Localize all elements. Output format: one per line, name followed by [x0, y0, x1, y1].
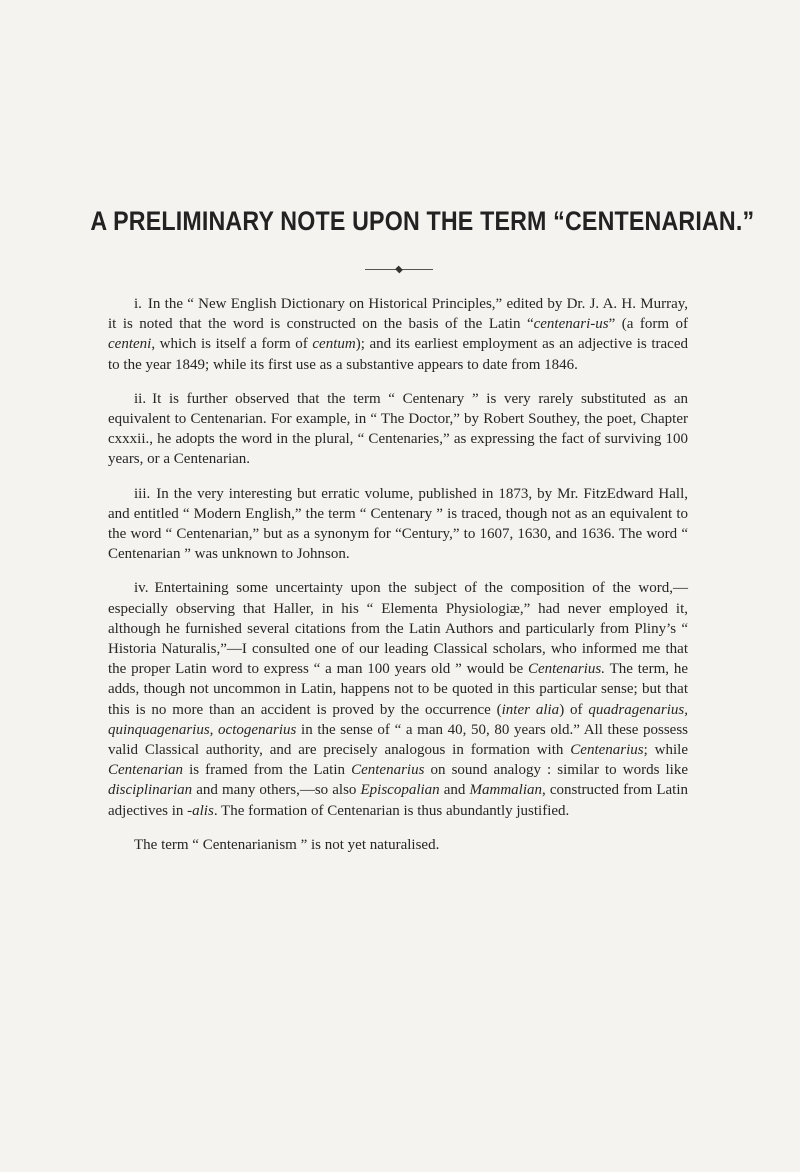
paragraph-text: It is further observed that the term “ Centenary ” is very rarely substituted as an equivalent to Centenarian. For example, in “ The Doctor,” by Robert Southey, the poet, Chapter cxxxii., he adopts the word in the plural, “ Centenaries,” as expressing the fact of surviving 100 years, or a Centenarian.: [108, 390, 688, 468]
paragraph-4: [108, 578, 688, 820]
paragraph-3: [108, 484, 688, 565]
paragraph-2: [108, 389, 688, 470]
paragraph-closing: [108, 835, 688, 855]
paragraph-text: The term “ Centenarianism ” is not yet naturalised.: [134, 836, 440, 853]
page-title: A PRELIMINARY NOTE UPON THE TERM “CENTENARIAN.”: [90, 206, 755, 236]
paragraph-text: In the “ New English Dictionary on Historical Principles,” edited by Dr. J. A. H. Murray, it is noted that the word is constructed on the basis of the Latin “centenari-us” (a form of centeni, which is itself a form of centum); and its earliest employment as an adjective is traced to the year 1849; while its first use as a substantive appears to date from 1846.: [108, 296, 688, 373]
body-text: [108, 294, 688, 869]
ornament-diamond-icon: [395, 266, 403, 274]
paragraph-text: In the very interesting but erratic volume, published in 1873, by Mr. FitzEdward Hall, and entitled “ Modern English,” the term “ Centenary ” is traced, though not as an equivalent to the word “ Centenarian,” but as a synonym for “Century,” to 1607, 1630, and 1636. The word “ Centenarian ” was unknown to Johnson.: [108, 485, 688, 563]
paragraph-text: Entertaining some uncertainty upon the subject of the composition of the word,— especially observing that Haller, in his “ Elementa Physiologiæ,” had never employed it, although he furnished several citations from the Latin Authors and particularly from Pliny’s “ Historia Naturalis,”—I consulted one of our leading Classical scholars, who informed me that the proper Latin word to express “ a man 100 years old ” would be Centenarius. The term, he adds, though not uncommon in Latin, happens not to be quoted in this particular sense; but that this is no more than an accident is proved by the occurrence (inter alia) of quadragenarius, quinquagenarius, octogenarius in the sense of “ a man 40, 50, 80 years old.” All these possess valid Classical authority, and are precisely analogous in formation with Centenarius; while Centenarian is framed from the Latin Centenarius on sound analogy : similar to words like disciplinarian and many others,—so also Episcopalian and Mammalian, constructed from Latin adjectives in -alis. The formation of Centenarian is thus abundantly justified.: [108, 580, 689, 819]
paragraph-number: ii.: [134, 390, 147, 407]
paragraph-number: iii.: [134, 485, 151, 502]
paragraph-number: i.: [134, 296, 142, 312]
paragraph-1: [108, 294, 688, 375]
paragraph-number: iv.: [134, 580, 149, 597]
